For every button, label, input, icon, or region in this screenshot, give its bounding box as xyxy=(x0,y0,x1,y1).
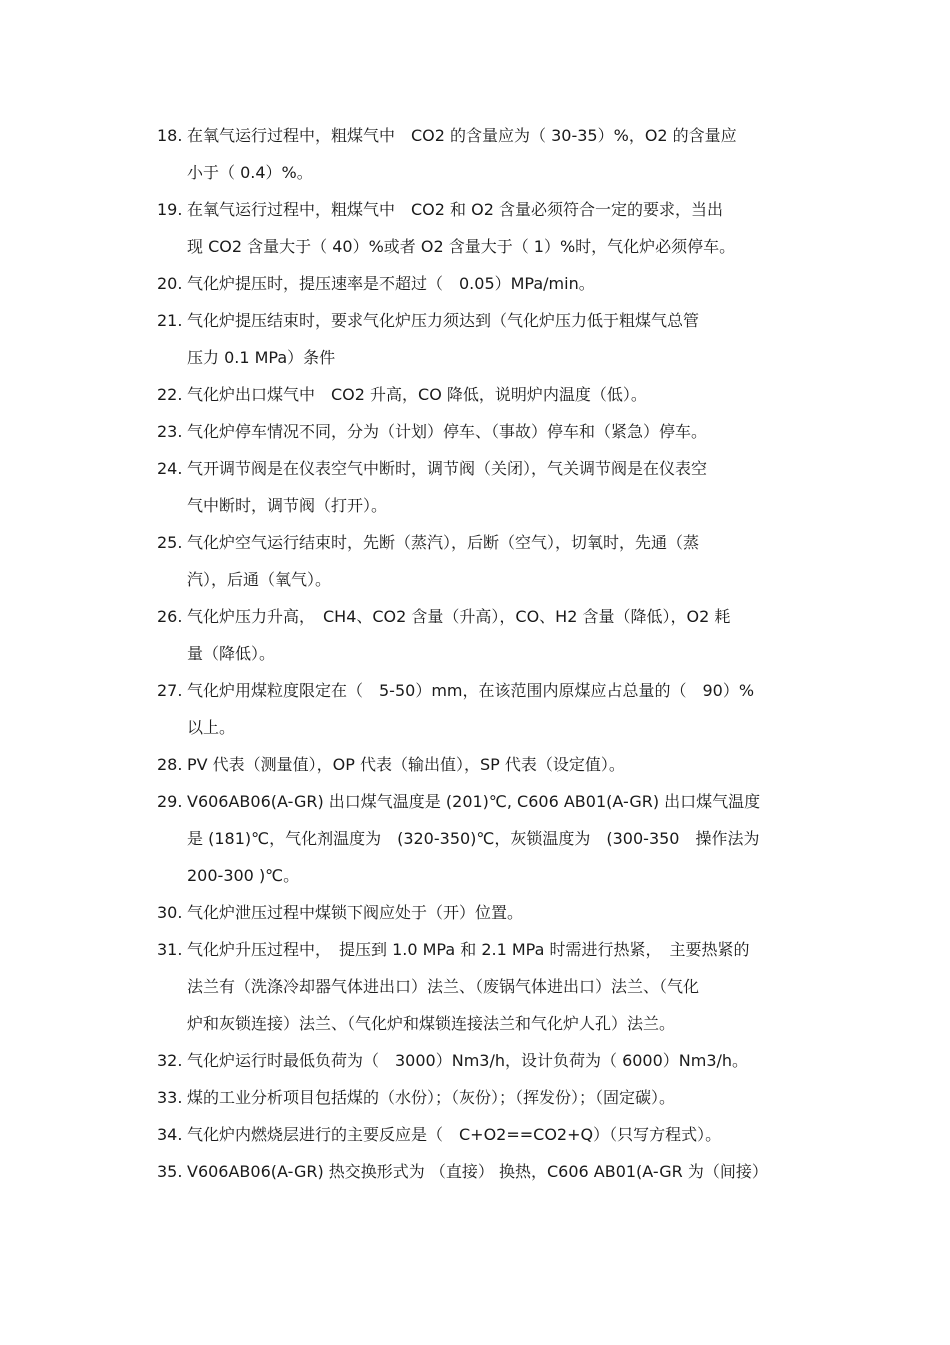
question-text-line: 气化炉用煤粒度限定在（ 5-50）mm，在该范围内原煤应占总量的（ 90）% xyxy=(187,681,755,700)
question-text-line: 气化炉运行时最低负荷为（ 3000）Nm3/h，设计负荷为（ 6000）Nm3/h。 xyxy=(187,1051,749,1070)
question-number: 27. xyxy=(157,681,183,700)
question-number: 25. xyxy=(157,533,183,552)
question-number: 18. xyxy=(157,126,183,145)
question-text-line: 煤的工业分析项目包括煤的（水份）；（灰份）；（挥发份）；（固定碳）。 xyxy=(187,1088,676,1107)
question-text-line: 压力 0.1 MPa）条件 xyxy=(187,348,336,367)
question-number: 19. xyxy=(157,200,183,219)
question-34 xyxy=(0,1116,950,1153)
question-number: 31. xyxy=(157,940,183,959)
question-text-line: V606AB06(A-GR) 热交换形式为 （直接） 换热，C606 AB01(A-GR 为（间接） xyxy=(187,1162,768,1181)
question-text-line: 小于（ 0.4）%。 xyxy=(187,163,313,182)
question-25 xyxy=(0,524,950,598)
question-27 xyxy=(0,672,950,746)
question-text-line: 量（降低）。 xyxy=(187,644,276,663)
question-26 xyxy=(0,598,950,672)
question-list xyxy=(0,117,950,1190)
question-30 xyxy=(0,894,950,931)
question-21 xyxy=(0,302,950,376)
question-number: 22. xyxy=(157,385,183,404)
question-number: 35. xyxy=(157,1162,183,1181)
question-33 xyxy=(0,1079,950,1116)
question-text-line: 气化炉出口煤气中 CO2 升高，CO 降低，说明炉内温度（低）。 xyxy=(187,385,647,404)
question-text-line: 气化炉升压过程中， 提压到 1.0 MPa 和 2.1 MPa 时需进行热紧， 主要热紧的 xyxy=(187,940,750,959)
question-number: 24. xyxy=(157,459,183,478)
question-text-line: 气化炉提压时，提压速率是不超过（ 0.05）MPa/min。 xyxy=(187,274,595,293)
question-number: 23. xyxy=(157,422,183,441)
question-text-line: 气化炉停车情况不同，分为（计划）停车、（事故）停车和（紧急）停车。 xyxy=(187,422,708,441)
question-text-line: V606AB06(A-GR) 出口煤气温度是 (201)℃, C606 AB01(A-GR) 出口煤气温度 xyxy=(187,792,761,811)
question-35 xyxy=(0,1153,950,1190)
question-18 xyxy=(0,117,950,191)
question-24 xyxy=(0,450,950,524)
question-text-line: 现 CO2 含量大于（ 40）%或者 O2 含量大于（ 1）%时，气化炉必须停车。 xyxy=(187,237,736,256)
question-20 xyxy=(0,265,950,302)
question-text-line: 气化炉空气运行结束时，先断（蒸汽），后断（空气），切氧时，先通（蒸 xyxy=(187,533,700,552)
question-28 xyxy=(0,746,950,783)
question-text-line: 200-300 )℃。 xyxy=(187,866,300,885)
question-text-line: 在氧气运行过程中，粗煤气中 CO2 的含量应为（ 30-35）%，O2 的含量应 xyxy=(187,126,737,145)
question-text-line: 气化炉泄压过程中煤锁下阀应处于（开）位置。 xyxy=(187,903,524,922)
question-number: 20. xyxy=(157,274,183,293)
question-23 xyxy=(0,413,950,450)
question-text-line: 汽），后通（氧气）。 xyxy=(187,570,332,589)
question-text-line: 法兰有（洗涤冷却器气体进出口）法兰、（废锅气体进出口）法兰、（气化 xyxy=(187,977,700,996)
question-number: 28. xyxy=(157,755,183,774)
question-text-line: 在氧气运行过程中，粗煤气中 CO2 和 O2 含量必须符合一定的要求，当出 xyxy=(187,200,723,219)
question-text-line: PV 代表（测量值），OP 代表（输出值），SP 代表（设定值）。 xyxy=(187,755,625,774)
question-31 xyxy=(0,931,950,1042)
question-29 xyxy=(0,783,950,894)
question-number: 26. xyxy=(157,607,183,626)
question-text-line: 以上。 xyxy=(187,718,236,737)
question-text-line: 炉和灰锁连接）法兰、（气化炉和煤锁连接法兰和气化炉人孔）法兰。 xyxy=(187,1014,676,1033)
question-text-line: 气化炉压力升高， CH4、CO2 含量（升高），CO、H2 含量（降低），O2 耗 xyxy=(187,607,731,626)
question-text-line: 气化炉内燃烧层进行的主要反应是（ C+O2==CO2+Q）（只写方程式）。 xyxy=(187,1125,722,1144)
question-number: 21. xyxy=(157,311,183,330)
question-number: 29. xyxy=(157,792,183,811)
question-text-line: 是 (181)℃，气化剂温度为 (320-350)℃，灰锁温度为 (300-350 操作法为 xyxy=(187,829,760,848)
question-number: 33. xyxy=(157,1088,183,1107)
question-text-line: 气开调节阀是在仪表空气中断时，调节阀（关闭），气关调节阀是在仪表空 xyxy=(187,459,708,478)
question-text-line: 气化炉提压结束时，要求气化炉压力须达到（气化炉压力低于粗煤气总管 xyxy=(187,311,700,330)
question-22 xyxy=(0,376,950,413)
question-32 xyxy=(0,1042,950,1079)
question-number: 34. xyxy=(157,1125,183,1144)
question-number: 32. xyxy=(157,1051,183,1070)
question-number: 30. xyxy=(157,903,183,922)
question-19 xyxy=(0,191,950,265)
question-text-line: 气中断时，调节阀（打开）。 xyxy=(187,496,388,515)
